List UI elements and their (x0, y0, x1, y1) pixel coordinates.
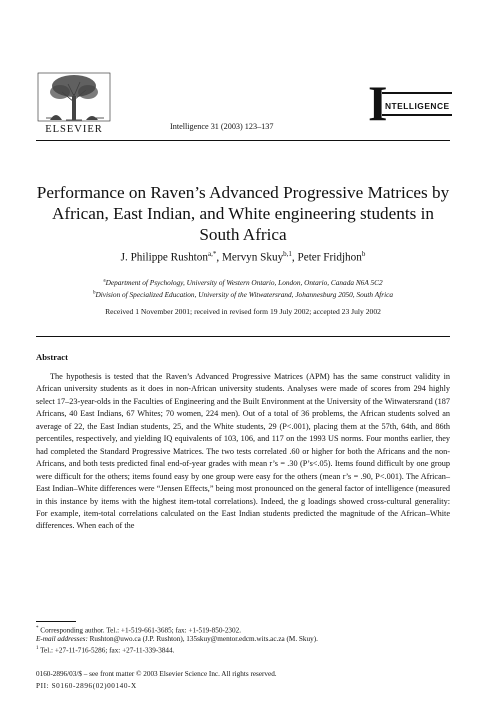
author-affiliation-marker: b,1 (283, 250, 292, 258)
affiliation-text: Division of Specialized Education, University of the Witwatersrand, Johannesburg 2050, South Africa (95, 290, 394, 299)
copyright-line: 0160-2896/03/$ – see front matter © 2003 Elsevier Science Inc. All rights reserved. (36, 670, 277, 678)
author-affiliation-marker: b (361, 250, 366, 258)
footnote-text: Corresponding author. Tel.: +1-519-661-3685; fax: +1-519-850-2302. (40, 626, 242, 635)
affiliation (36, 290, 450, 299)
footnote-text: Tel.: +27-11-716-5286; fax: +27-11-339-3844. (40, 646, 175, 655)
affiliation-text: Department of Psychology, University of Western Ontario, London, Ontario, Canada N6A 5C2 (105, 278, 383, 287)
received-dates: Received 1 November 2001; received in revised form 19 July 2002; accepted 23 July 2002 (105, 307, 381, 316)
affiliation-marker: a (103, 278, 106, 284)
journal-logo-initial: I (368, 75, 388, 131)
footnote-text: Rushton@uwo.ca (J.P. Rushton), 135skuy@mentor.edcm.wits.ac.za (M. Skuy). (89, 635, 318, 643)
author-list: J. Philippe Rushton$^{a,*}$, Mervyn Skuy$^{b,1}$, Peter Fridjhon$^b$ (120, 250, 366, 264)
author-name: Peter Fridjhon (297, 251, 362, 264)
footnote-emails (36, 634, 450, 644)
abstract-heading: Abstract (36, 352, 68, 362)
section-divider (36, 336, 450, 337)
footnote-label: E-mail addresses: (36, 635, 88, 643)
footnote-divider (36, 621, 76, 622)
publisher-logo (36, 72, 112, 135)
footnote-marker: 1 (36, 646, 39, 651)
pii-line: PII: S0160-2896(02)00140-X (36, 682, 137, 690)
footnote-marker: * (36, 626, 39, 631)
article-title: Performance on Raven’s Advanced Progressive Matrices by African, East Indian, and White engineering students in South Africa (36, 183, 450, 244)
affiliation-marker: b (92, 290, 96, 296)
journal-logo-text: NTELLIGENCE (385, 101, 450, 111)
header-divider (36, 140, 450, 141)
author-affiliation-marker: a,* (207, 250, 217, 258)
footnote-skuy (36, 644, 450, 655)
author-name: Mervyn Skuy (221, 251, 284, 264)
journal-logo (368, 75, 454, 131)
publisher-name: ELSEVIER (45, 124, 103, 135)
affiliation (36, 278, 450, 287)
author-name: J. Philippe Rushton (120, 251, 208, 264)
elsevier-tree-icon (36, 72, 112, 122)
abstract-body: The hypothesis is tested that the Raven’s Advanced Progressive Matrices (APM) has the same construct validity in African university students as it does in non-African university students. Analyses were made of scores from 294 highly select 17–23-year-olds in the Faculties of Engineering and the Built Environment at the University of the Witwatersrand (187 Africans, 40 East Indians, 67 Whites; 70 women, 224 men). Out of a total of 36 problems, the African students solved an average of 22, the East Indian students, 25, and the White students, 29 (P<.001), placing them at the 57th, 64th, and 86th percentiles, respectively, and yielding IQ equivalents of 103, 106, and 117 on the 1993 US norms. Four months earlier, they had completed the Standard Progressive Matrices. The two tests correlated .60 or higher for both the Africans and the non-Africans, and both tests predicted final end-of-year grades with mean r’s = .30 (P’s<.05). Items found difficult by one group were difficult for the others; items found easy by one group were easy for the others (mean r’s = .90, P<.001). The African–East Indian–White differences were “Jensen Effects,” being most pronounced on the general factor of intelligence (measured in this instance by items with the highest item-total correlations). Indeed, the g loadings showed cross-cultural generality: For example, item-total correlations calculated on the East Indian students predicted the magnitude of the African–White differences. When each of the (36, 372, 450, 531)
journal-citation: Intelligence 31 (2003) 123–137 (170, 122, 274, 131)
